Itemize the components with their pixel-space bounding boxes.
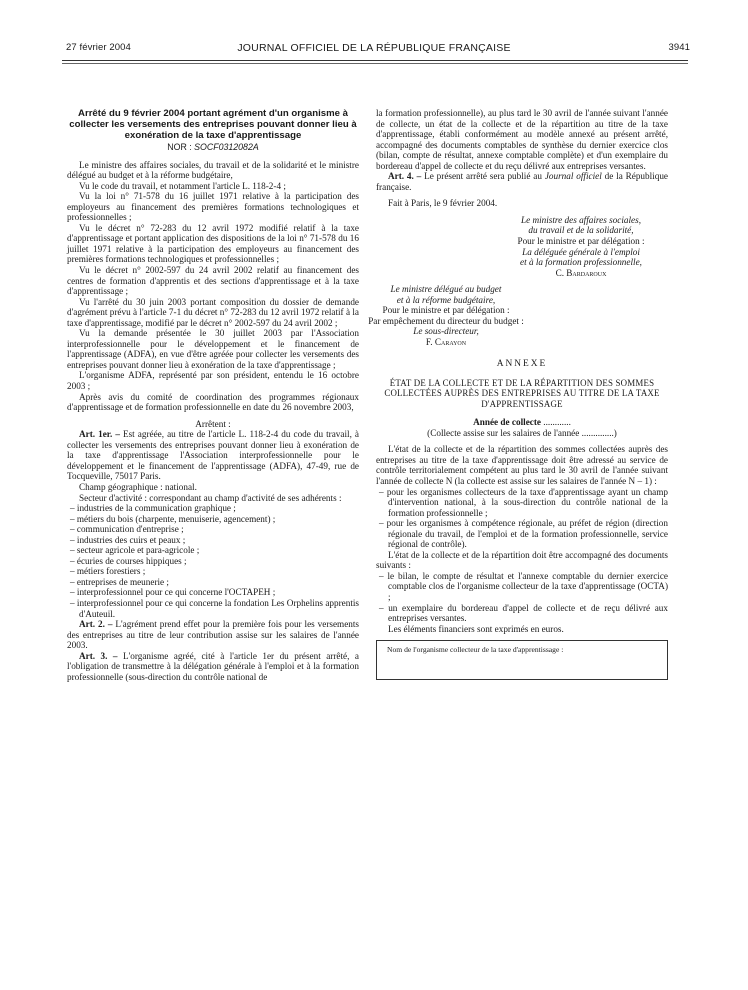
etat-recipient-list bbox=[376, 487, 668, 550]
annexe-heading: ANNEXE bbox=[496, 359, 548, 370]
nor-value: SOCF0312082A bbox=[194, 142, 259, 152]
arretent-heading: Arrêtent : bbox=[195, 418, 231, 429]
list-item: – le bilan, le compte de résultat et l'annexe comptable du dernier exercice comptable clos de l'organisme collecteur de la taxe d'apprentissage (OCTA) ; bbox=[376, 571, 668, 603]
article-3-text: L'organisme agréé, cité à l'article 1er du présent arrêté, a l'obligation de transmettre à la délégation générale à l'emploi et à la formation professionnelle (sous-direction du contrôle national de bbox=[67, 650, 359, 682]
nor-label: NOR : bbox=[167, 142, 192, 152]
left-column bbox=[67, 108, 359, 682]
visa-code-travail: Vu le code du travail, et notamment l'article L. 118-2-4 ; bbox=[79, 180, 286, 191]
list-item: – pour les organismes collecteurs de la taxe d'apprentissage ayant un champ d'intervention national, à la sous-direction du contrôle national de la formation professionnelle ; bbox=[376, 487, 668, 519]
organisme-name-box bbox=[376, 640, 668, 680]
organisme-name-label: Nom de l'organisme collecteur de la taxe d'apprentissage : bbox=[387, 645, 564, 655]
visa-demande-adfa: Vu la demande présentée le 30 juillet 2003 par l'Association interprofessionnelle pour le développement et le financement de l'apprentissage (ADFA), en vue d'être agréée pour collecter les versements des entreprises pouvant donner lieu à exonération de la taxe d'apprentissage ; bbox=[67, 328, 359, 370]
article-3 bbox=[67, 651, 359, 683]
list-item: – interprofessionnel pour ce qui concerne la fondation Les Orphelins apprentis d'Auteuil. bbox=[67, 598, 359, 619]
article-2 bbox=[67, 619, 359, 651]
list-item: – secteur agricole et para-agricole ; bbox=[67, 545, 359, 556]
list-item: – un exemplaire du bordereau d'appel de collecte et de reçu délivré aux entreprises versantes. bbox=[376, 603, 668, 624]
article-3-label: Art. 3. – bbox=[79, 650, 118, 661]
list-item: – communication d'entreprise ; bbox=[67, 524, 359, 535]
article-2-label: Art. 2. – bbox=[79, 619, 113, 630]
journal-officiel-ref: Journal officiel bbox=[544, 171, 602, 182]
elements-financiers: Les éléments financiers sont exprimés en euros. bbox=[388, 623, 564, 634]
list-item: – pour les organismes à compétence régionale, au préfet de région (direction régionale du travail, de l'emploi et de la formation professionnelle, service régional de contrôle). bbox=[376, 518, 668, 550]
article-3-continuation: la formation professionnelle), au plus tard le 30 avril de l'année suivant l'année de collecte, un état de la collecte et de la répartition au titre de la taxe d'apprentissage, établi conformément au modèle annexé au présent arrêté, accompagné des documents comptables de synthèse du dernier exercice clos (bilan, compte de résultat, annexe comptable complète) et d'un exemplaire du bordereau d'appel de collecte et du reçu délivré aux entreprises versantes. bbox=[376, 108, 668, 171]
header-date: 27 février 2004 bbox=[66, 42, 131, 53]
list-item: – entreprises de meunerie ; bbox=[67, 577, 359, 588]
etat-paragraph: L'état de la collecte et de la répartition des sommes collectées auprès des entreprises au titre de la taxe d'apprentissage doit être adressé au service de contrôle territorialement compétent au plus tard le 30 avril de l'année suivant l'année de collecte N (la collecte est assise sur les salaires de l'année N – 1) : bbox=[376, 444, 668, 486]
preamble: Le ministre des affaires sociales, du travail et de la solidarité et le ministre délégué au budget et à la réforme budgétaire, bbox=[67, 159, 359, 181]
annee-collecte: Année de collecte ............ bbox=[473, 417, 571, 428]
header-rule bbox=[62, 60, 688, 61]
decree-title: Arrêté du 9 février 2004 portant agrément d'un organisme à collecter les versements des entreprises pouvant donner lieu à exonération de la taxe d'apprentissage bbox=[69, 108, 357, 141]
signatory-name: C. Bardaroux bbox=[555, 267, 607, 278]
collecte-assise: (Collecte assise sur les salaires de l'année ..............) bbox=[427, 427, 617, 438]
visa-decret-2002-597: Vu le décret n° 2002-597 du 24 avril 2002 relatif au financement des centres de formation d'apprentis et des sections d'apprentissage et à la taxe d'apprentissage ; bbox=[67, 265, 359, 297]
visa-loi-71-578: Vu la loi n° 71-578 du 16 juillet 1971 relative à la participation des employeurs au financement des premières formations technologiques et professionnelles ; bbox=[67, 191, 359, 223]
article-1 bbox=[67, 429, 359, 482]
sector-list bbox=[67, 503, 359, 619]
right-column bbox=[368, 108, 669, 680]
list-item: – métiers du bois (charpente, menuiserie, agencement) ; bbox=[67, 514, 359, 525]
list-item: – industries de la communication graphique ; bbox=[67, 503, 359, 514]
fait-a-paris: Fait à Paris, le 9 février 2004. bbox=[388, 198, 498, 209]
header-page-number: 3941 bbox=[668, 42, 690, 53]
header-rule-secondary bbox=[62, 63, 688, 64]
article-1-text: Est agréée, au titre de l'article L. 118-2-4 du code du travail, à collecter les versements des entreprises pouvant donner lieu à exonération de la taxe d'apprentissage l'Association interprofessionnelle pour le développement et le financement de l'apprentissage (ADFA), 47-49, rue de Tocqueville, 75017 Paris. bbox=[67, 429, 359, 482]
visa-arrete-2003: Vu l'arrêté du 30 juin 2003 portant composition du dossier de demande d'agrément prévu à l'article 7-1 du décret n° 72-283 du 12 avril 1972 relatif à la taxe d'apprentissage, modifié par le décret n° 2002-597 du 24 avril 2002 ; bbox=[67, 296, 359, 328]
article-4: Art. 4. – Le présent arrêté sera publié au Journal officiel de la République française. bbox=[376, 171, 668, 192]
visa-organisme-entendu: L'organisme ADFA, représenté par son président, entendu le 16 octobre 2003 ; bbox=[67, 370, 359, 392]
secteur-activite: Secteur d'activité : correspondant au champ d'activité de ses adhérents : bbox=[79, 492, 342, 503]
visa-decret-72-283: Vu le décret n° 72-283 du 12 avril 1972 modifié relatif à la taxe d'apprentissage et portant application des dispositions de la loi n° 71-578 du 16 juillet 1971 relative à la participation des employeurs au financement des premières formations technologiques et professionnelles ; bbox=[67, 222, 359, 265]
article-1-label: Art. 1er. – bbox=[79, 429, 120, 440]
header-journal-title: JOURNAL OFFICIEL DE LA RÉPUBLIQUE FRANÇAISE bbox=[237, 42, 511, 54]
signatory-name: F. Carayon bbox=[425, 336, 467, 347]
list-item: – industries des cuirs et peaux ; bbox=[67, 535, 359, 546]
nor-reference bbox=[67, 142, 359, 153]
signature-block-budget: Le ministre délégué au budget et à la réforme budgétaire, Pour le ministre et par délégation : Par empêchement du directeur du budget : Le sous-directeur, F. Carayon bbox=[336, 284, 556, 347]
list-item: – écuries de courses hippiques ; bbox=[67, 556, 359, 567]
documents-list bbox=[376, 571, 668, 624]
list-item: – métiers forestiers ; bbox=[67, 566, 359, 577]
annexe-state-title: ÉTAT DE LA COLLECTE ET DE LA RÉPARTITION DES SOMMES COLLECTÉES AUPRÈS DES ENTREPRISES AU TITRE DE LA TAXE D'APPRENTISSAGE bbox=[384, 378, 660, 409]
champ-geographique: Champ géographique : national. bbox=[79, 481, 197, 492]
article-2-text: L'agrément prend effet pour la première fois pour les versements des entreprises au titre de leur contribution assise sur les salaires de l'année 2003. bbox=[67, 619, 359, 651]
accompagnement-paragraph: L'état de la collecte et de la répartition doit être accompagné des documents suivants : bbox=[376, 549, 668, 571]
list-item: – interprofessionnel pour ce qui concerne l'OCTAPEH ; bbox=[67, 587, 359, 598]
article-4-label: Art. 4. – bbox=[388, 171, 422, 182]
visa-avis-comite: Après avis du comité de coordination des programmes régionaux d'apprentissage et de formation professionnelle en date du 26 novembre 2003, bbox=[67, 391, 359, 413]
signature-block-ministre: Le ministre des affaires sociales, du travail et de la solidarité, Pour le ministre et par délégation : La déléguée générale à l'emploi et à la formation professionnelle, C. Bardaroux bbox=[494, 215, 668, 278]
